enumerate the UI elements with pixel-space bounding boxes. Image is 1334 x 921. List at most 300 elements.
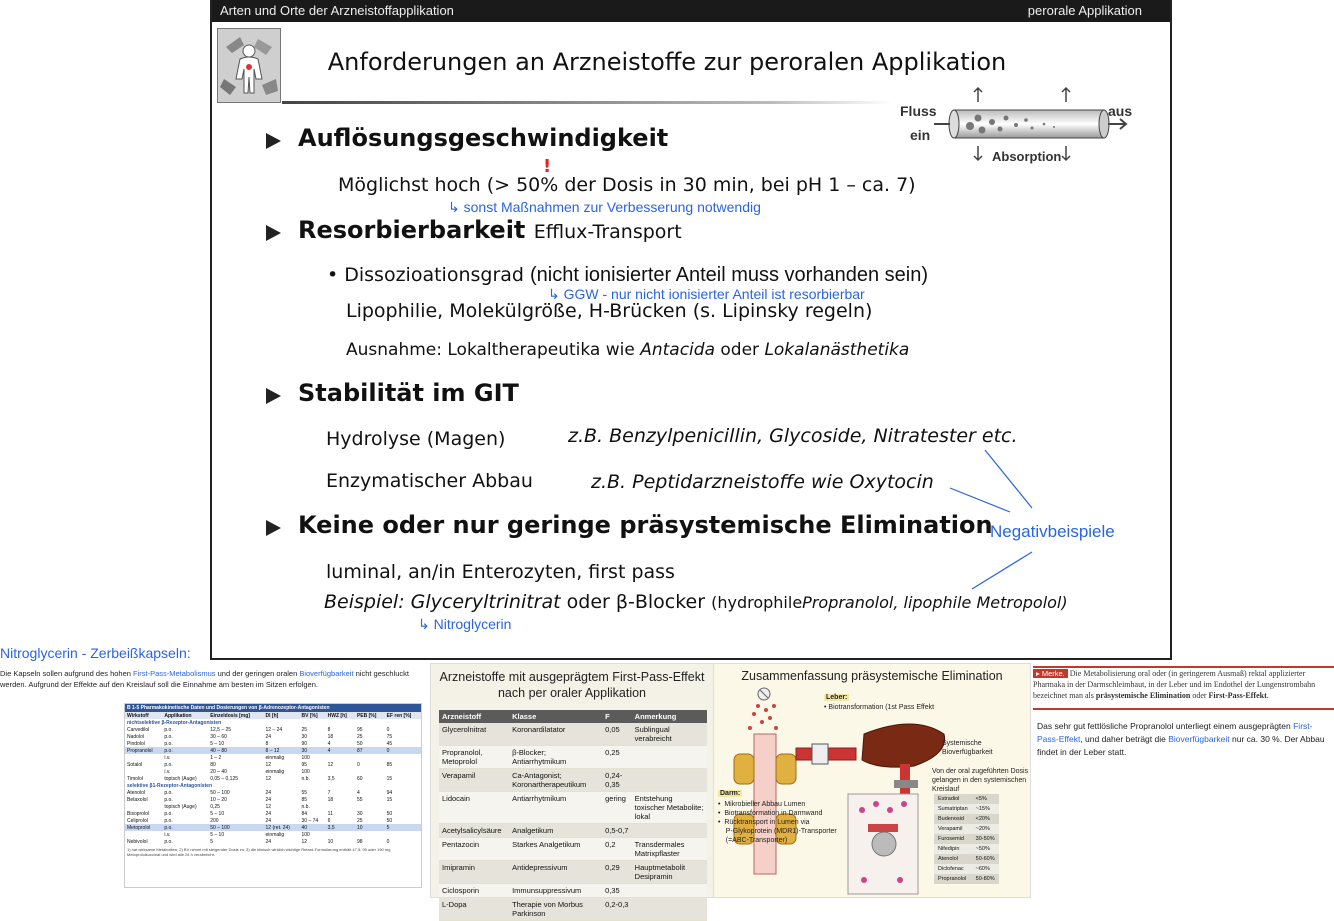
table-cell: 4 xyxy=(356,789,360,796)
table-cell: Imipramin xyxy=(439,861,509,884)
ausnahme-text: Ausnahme: Lokaltherapeutika wie xyxy=(346,340,635,360)
table-cell: Antiarrhytmikum xyxy=(509,792,602,824)
table-row xyxy=(934,864,999,874)
table-cell: Ca-Antagonist; Koronartherapeutikum xyxy=(509,769,602,792)
table-row xyxy=(934,804,999,814)
table-cell: Glycerolnitrat xyxy=(439,723,509,746)
exclaim-mark: ! xyxy=(543,156,552,177)
table-cell: <20% xyxy=(972,814,999,824)
table-cell: 11 xyxy=(327,810,333,817)
beta-table-header: Wirkstoff xyxy=(125,712,162,719)
table-cell: Carvedilol xyxy=(127,726,150,733)
table-cell: 12 xyxy=(265,775,272,782)
merke-box xyxy=(1033,666,1334,710)
table-cell: 5 – 10 xyxy=(210,831,225,838)
ggw-note: ↳ GGW - nur nicht ionisierter Anteil ist resorbierbar xyxy=(548,286,865,302)
table-cell: 5 – 10 xyxy=(210,810,225,817)
table-cell: 50 xyxy=(386,810,393,817)
table-cell: 0,24-0,35 xyxy=(602,769,632,792)
beta-table-section-label: nichtselektive β-Rezeptor-Antagonisten xyxy=(127,719,222,726)
table-cell: β-Blocker; Antiarrhytmikum xyxy=(509,746,602,769)
table-cell: 80 xyxy=(210,761,216,768)
merke-text-b: oder xyxy=(1190,691,1209,700)
table-cell: 5 xyxy=(385,824,421,831)
table-row xyxy=(125,747,421,754)
negativbeispiele-label: Negativbeispiele xyxy=(990,522,1115,541)
beta-table-grid xyxy=(125,712,421,845)
section-heading-aufloesung: Auflösungsgeschwindigkeit xyxy=(298,124,669,152)
slide-title: Anforderungen an Arzneistoffe zur peroralen Applikation xyxy=(327,48,1007,76)
beta-table-header: BV [%] xyxy=(300,712,326,719)
beta-table-header: PEB [%] xyxy=(355,712,385,719)
table-cell xyxy=(326,831,355,838)
table-cell xyxy=(385,831,421,838)
table-cell: 95 xyxy=(301,761,308,768)
table-row xyxy=(125,789,421,796)
first-pass-title: Arzneistoffe mit ausgeprägtem First-Pass-Effekt nach per oraler Applikation xyxy=(439,670,705,700)
table-cell: Betaxolol xyxy=(127,796,148,803)
beta-table-footnote: 1) hat wirksame Metaboliten; 2) BV nimmt mit steigender Dosis zu; 3) die klinisch wirklich wichtige Retard-Formulierung enthält 47,5, 95 oder 190 mg Metoprololsuccinat und wird alle 24 h verabreicht. xyxy=(127,847,391,857)
table-cell: 10 xyxy=(355,824,385,831)
table-cell: 0 xyxy=(386,726,390,733)
table-cell: 0,2 xyxy=(602,838,632,861)
table-cell: p.o. xyxy=(164,838,173,845)
darm-list-item: • Mikrobieller Abbau Lumen xyxy=(718,801,806,808)
table-cell: 12 xyxy=(265,761,272,768)
table-row xyxy=(934,834,999,844)
oral-note-2: gelangen in den systemischen xyxy=(932,777,1027,784)
luminal-line: luminal, an/in Enterozyten, first pass xyxy=(326,561,675,583)
table-row xyxy=(125,838,421,845)
table-cell: p.o. xyxy=(164,761,173,768)
table-row xyxy=(125,824,421,831)
table-cell: Timolol xyxy=(127,775,143,782)
lipophilie-line: Lipophilie, Molekülgröße, H-Brücken (s. Lipinsky regeln) xyxy=(346,300,873,322)
table-cell: n.b. xyxy=(301,775,310,782)
bioverfuegbarkeit-link-2[interactable]: Bioverfügbarkeit xyxy=(1168,734,1230,744)
table-cell: p.o. xyxy=(164,740,173,747)
table-cell: Ciclosporin xyxy=(439,884,509,898)
table-cell: p.o. xyxy=(164,796,173,803)
oder-text: oder xyxy=(720,340,760,360)
first-pass-header: F xyxy=(602,710,632,723)
table-cell: 0,29 xyxy=(602,861,632,884)
table-cell: Sumatriptan xyxy=(934,804,972,814)
table-row xyxy=(439,792,707,824)
table-cell: 30 – 60 xyxy=(210,733,227,740)
table-row xyxy=(439,838,707,861)
table-cell: 40 – 80 xyxy=(208,747,263,754)
darm-list xyxy=(718,800,837,845)
table-cell: 0 xyxy=(356,761,360,768)
nitroglycerin-text xyxy=(0,668,410,690)
table-row xyxy=(934,874,999,884)
table-cell: 45 xyxy=(386,740,393,747)
resorbierbarkeit-heading-text: Resorbierbarkeit xyxy=(298,216,526,244)
table-cell xyxy=(326,768,355,775)
table-cell: p.o. xyxy=(164,726,173,733)
table-cell: 7 xyxy=(327,789,331,796)
table-cell xyxy=(632,884,707,898)
table-cell xyxy=(355,768,385,775)
table-row xyxy=(125,810,421,817)
nitroglycerin-note: ↳ Nitroglycerin xyxy=(418,616,512,632)
table-cell: Entstehung toxischer Metabolite; lokal xyxy=(632,792,707,824)
beta-table-caption: B 1-5 Pharmakokinetische Daten und Dosierungen von β-Adrenozeptor-Antagonisten xyxy=(125,704,421,712)
table-cell: 0,35 xyxy=(602,884,632,898)
table-row xyxy=(439,861,707,884)
first-pass-header: Arzneistoff xyxy=(439,710,509,723)
table-cell: 25 xyxy=(301,726,308,733)
table-row xyxy=(934,844,999,854)
table-cell: 0,2-0,3 xyxy=(602,898,632,921)
table-cell: 10 xyxy=(327,838,334,845)
table-cell: 12 xyxy=(327,761,334,768)
table-row xyxy=(125,796,421,803)
first-pass-header: Klasse xyxy=(509,710,602,723)
table-cell: 24 xyxy=(265,789,272,796)
bioverfuegbarkeit-link[interactable]: Bioverfügbarkeit xyxy=(299,669,354,678)
table-row xyxy=(934,824,999,834)
merke-badge: ▸ Merke. xyxy=(1033,669,1068,678)
aufloesung-note: ↳ sonst Maßnahmen zur Verbesserung notwendig xyxy=(448,199,761,215)
beta-table-section xyxy=(125,719,421,726)
table-row xyxy=(125,761,421,768)
table-cell: n.b. xyxy=(301,803,310,810)
table-cell xyxy=(125,803,162,810)
table-cell: 85 xyxy=(301,796,308,803)
table-cell: 30 xyxy=(301,733,308,740)
table-cell xyxy=(385,803,421,810)
beispiel-glyceryltrinitrat: Beispiel: Glyceryltrinitrat xyxy=(324,591,561,613)
table-cell: 55 xyxy=(356,796,363,803)
table-cell: Nadolol xyxy=(127,733,144,740)
efflux-transport: Efflux-Transport xyxy=(533,221,682,243)
dissoziationsgrad-text: • Dissozioationsgrad xyxy=(327,264,524,286)
darm-label: Darm: xyxy=(720,790,741,797)
table-cell: 18 xyxy=(327,796,334,803)
nitro-text-a: Die Kapseln sollen aufgrund des hohen xyxy=(0,669,134,678)
lokalanaesthetika-text: Lokalanästhetika xyxy=(764,340,910,360)
table-cell xyxy=(385,768,421,775)
table-cell: Immunsuppressivum xyxy=(509,884,602,898)
nitro-text-b: und der geringen oralen xyxy=(215,669,300,678)
table-cell: 10 – 20 xyxy=(210,796,227,803)
table-cell: 6 xyxy=(327,817,331,824)
table-cell: p.o. xyxy=(164,817,173,824)
beta-blocker-table xyxy=(124,703,422,888)
table-cell: <5% xyxy=(972,794,999,804)
table-cell: Atenolol xyxy=(934,854,972,864)
table-cell xyxy=(632,769,707,792)
table-cell: 60 xyxy=(356,775,363,782)
merke-bold-1: präsystemische Elimination xyxy=(1095,691,1191,700)
table-cell: 24 xyxy=(265,796,272,803)
merke-bold-2: First-Pass-Effekt xyxy=(1208,691,1267,700)
table-cell: p.o. xyxy=(162,747,208,754)
header-left: Arten und Orte der Arzneistoffapplikation xyxy=(220,3,454,18)
darm-list-item: • Biotransformation in Darmwand xyxy=(718,810,823,817)
table-cell: i.v. xyxy=(164,754,171,761)
table-cell: 100 xyxy=(301,754,310,761)
table-cell: Nebivolol xyxy=(127,838,148,845)
table-cell: 3,5 xyxy=(326,824,355,831)
bioavailability-table xyxy=(934,794,999,884)
table-row xyxy=(125,733,421,740)
table-row xyxy=(934,854,999,864)
beta-table-section xyxy=(125,782,421,789)
table-cell xyxy=(125,831,162,838)
table-row xyxy=(125,775,421,782)
darm-list-item: • Rücktransport in Lumen via xyxy=(718,819,810,826)
table-cell: Furosemid xyxy=(934,834,972,844)
absorption-label: Absorption xyxy=(992,149,1062,164)
table-cell: Therapie von Morbus Parkinson xyxy=(509,898,602,921)
enzymatischer-abbau-text: Enzymatischer Abbau xyxy=(326,470,533,492)
header-right: perorale Applikation xyxy=(1027,3,1142,18)
table-row xyxy=(439,884,707,898)
table-cell: 24 xyxy=(265,810,272,817)
table-cell: 0 xyxy=(386,838,390,845)
beta-table-header: EF ren [%] xyxy=(385,712,421,719)
antacida-text: Antacida xyxy=(640,340,715,360)
table-cell: ~50% xyxy=(972,844,999,854)
table-row xyxy=(439,769,707,792)
hydrolyse-examples: z.B. Benzylpenicillin, Glycoside, Nitratester etc. xyxy=(568,425,1018,447)
table-cell xyxy=(632,824,707,838)
table-cell: 25 xyxy=(356,817,363,824)
table-cell: 0 xyxy=(385,747,421,754)
table-cell xyxy=(125,754,162,761)
table-cell: Analgetikum xyxy=(509,824,602,838)
nitro-text-c: nicht geschluckt werden. Aufgrund der Effekte auf den Kreislauf soll die Einnahme am besten im Sitzen erfolgen. xyxy=(0,669,409,689)
flow-in-label-1: Fluss xyxy=(900,103,937,119)
table-cell: 95 xyxy=(356,726,363,733)
first-pass-effekt-link[interactable]: First-Pass-Effekt xyxy=(1037,721,1313,744)
table-cell: 50 – 100 xyxy=(210,789,230,796)
beta-table-section-label: selektive β1-Rezeptor-Antagonisten xyxy=(127,782,213,789)
table-row xyxy=(934,794,999,804)
beta-table-header: HWZ [h] xyxy=(326,712,355,719)
table-cell: 40 xyxy=(300,824,326,831)
beta-blocker-text: oder β-Blocker xyxy=(566,591,706,613)
table-cell: 5 – 10 xyxy=(210,740,225,747)
nitroglycerin-title: Nitroglycerin - Zerbeißkapseln: xyxy=(0,645,191,661)
table-cell: Acetylsalicylsäure xyxy=(439,824,509,838)
table-cell: i.v. xyxy=(164,768,171,775)
propranolol-paragraph xyxy=(1037,720,1334,759)
table-cell: 30 xyxy=(300,747,326,754)
table-cell: 87 xyxy=(355,747,385,754)
first-pass-panel xyxy=(430,663,714,918)
table-cell: Estradiol xyxy=(934,794,972,804)
table-cell: 98 xyxy=(356,838,363,845)
table-cell: gering xyxy=(602,792,632,824)
flow-out-label: aus xyxy=(1108,103,1133,119)
presystemic-title: Zusammenfassung präsystemische Elimination xyxy=(741,669,1003,683)
table-cell: 12 (ret. 24) xyxy=(264,824,300,831)
section-heading-praesystemisch: Keine oder nur geringe präsystemische Elimination xyxy=(298,511,993,539)
table-cell: 24 xyxy=(265,817,272,824)
table-row xyxy=(439,746,707,769)
table-cell: einmalig xyxy=(265,831,285,838)
oral-note-1: Von der oral zugeführten Dosis xyxy=(932,768,1029,775)
table-cell: i.v. xyxy=(164,831,171,838)
first-pass-link[interactable]: First-Pass-Metabolismus xyxy=(133,669,216,678)
leber-label: Leber: xyxy=(826,694,848,701)
table-row xyxy=(125,768,421,775)
table-cell: 15 xyxy=(386,796,393,803)
table-cell: topisch (Auge) xyxy=(164,803,197,810)
table-cell: Nifedipin xyxy=(934,844,972,854)
table-cell: 85 xyxy=(386,761,393,768)
table-row xyxy=(439,824,707,838)
table-cell: 90 xyxy=(301,740,308,747)
table-cell: 24 xyxy=(265,733,272,740)
table-cell: Lidocain xyxy=(439,792,509,824)
sys-bio-1: Systemische xyxy=(942,740,982,747)
table-cell xyxy=(326,754,355,761)
table-cell xyxy=(632,746,707,769)
table-row xyxy=(125,817,421,824)
table-cell: 8 – 12 xyxy=(264,747,300,754)
enzymatischer-abbau-examples: z.B. Peptidarzneistoffe wie Oxytocin xyxy=(591,471,934,493)
darm-list-item: (=ABC-Transporter) xyxy=(718,837,788,844)
hydrophile-text: (hydrophile xyxy=(711,593,803,612)
table-cell: p.o. xyxy=(164,733,173,740)
table-cell: 0,05 xyxy=(602,723,632,746)
merke-text-a: Die Metabolisierung oral oder (in geringerem Ausmaß) rektal applizierter Pharmaka in der Darmschleimhaut, in der Leber und im Endothel der Lungenstrombahn bezeichnet man als xyxy=(1033,669,1316,700)
table-cell: Antidepressivum xyxy=(509,861,602,884)
table-cell: 18 xyxy=(327,733,334,740)
table-cell: 0,25 xyxy=(602,746,632,769)
table-cell: Diclofenac xyxy=(934,864,972,874)
table-cell: L-Dopa xyxy=(439,898,509,921)
hydrolyse-text: Hydrolyse (Magen) xyxy=(326,428,506,450)
table-cell: 15 xyxy=(386,775,393,782)
oral-note-3: Kreislauf xyxy=(932,786,960,793)
table-cell: 8 xyxy=(265,740,269,747)
table-cell: 4 xyxy=(326,747,355,754)
table-cell: 0,25 xyxy=(210,803,220,810)
table-cell: 100 xyxy=(301,768,310,775)
table-cell: Metoprolol xyxy=(125,824,162,831)
table-cell: 12 – 24 xyxy=(265,726,283,733)
table-cell: 75 xyxy=(386,733,393,740)
table-cell: 30-50% xyxy=(972,834,999,844)
table-cell: 25 xyxy=(356,733,363,740)
p2-text-c: nur ca. 30 %. Der Abbau findet in der Leber statt. xyxy=(1037,734,1325,757)
table-cell: p.o. xyxy=(164,810,173,817)
table-cell: 50 – 100 xyxy=(208,824,263,831)
table-cell: 30 xyxy=(356,810,363,817)
table-cell: 100 xyxy=(301,831,310,838)
table-cell: Verapamil xyxy=(439,769,509,792)
slide xyxy=(210,0,1172,660)
p2-text-a: Das sehr gut fettlösliche Propranolol unterliegt einem ausgeprägten xyxy=(1037,721,1294,731)
table-cell: 12 xyxy=(265,803,272,810)
table-cell: Transdermales Matrixpflaster xyxy=(632,838,707,861)
table-cell: 50-60% xyxy=(972,854,999,864)
table-cell: Budenosid xyxy=(934,814,972,824)
annotation-lines xyxy=(212,0,1170,660)
table-cell xyxy=(355,754,385,761)
table-row xyxy=(125,740,421,747)
table-cell: 8 xyxy=(327,726,331,733)
table-cell: ~15% xyxy=(972,804,999,814)
table-cell: Celiprolol xyxy=(127,817,148,824)
nicht-ionisierter-anteil-text: (nicht ionisierter Anteil muss vorhanden sein) xyxy=(530,264,928,286)
table-cell: 0,05 – 0,125 xyxy=(210,775,239,782)
table-row xyxy=(125,726,421,733)
table-cell: 24 xyxy=(265,838,272,845)
presystemic-elimination-panel xyxy=(713,663,1031,898)
table-cell: Pindolol xyxy=(127,740,145,747)
table-cell xyxy=(125,768,162,775)
table-cell: 94 xyxy=(386,789,393,796)
table-cell: Sublingual verabreicht xyxy=(632,723,707,746)
beta-table-header: Applikation xyxy=(162,712,208,719)
table-cell: Propranolol xyxy=(125,747,162,754)
table-row xyxy=(439,723,707,746)
table-cell: 5 xyxy=(210,838,213,845)
table-cell: Hauptmetabolit Desipramin xyxy=(632,861,707,884)
table-row xyxy=(439,898,707,921)
table-cell: Atenolol xyxy=(127,789,146,796)
first-pass-header: Anmerkung xyxy=(632,710,707,723)
table-cell: Starkes Analgetikum xyxy=(509,838,602,861)
table-cell: 84 xyxy=(301,810,308,817)
table-cell: Bisoprolol xyxy=(127,810,149,817)
table-cell: 30 – 74 xyxy=(301,817,319,824)
p2-text-b: , und daher beträgt die xyxy=(1080,734,1169,744)
table-cell: 1 – 2 xyxy=(210,754,222,761)
table-cell: ~20% xyxy=(972,824,999,834)
table-row xyxy=(125,754,421,761)
table-cell: p.o. xyxy=(164,789,173,796)
table-cell: 12,5 – 25 xyxy=(210,726,232,733)
table-cell: topisch (Auge) xyxy=(164,775,197,782)
table-cell xyxy=(385,754,421,761)
table-cell: 4 xyxy=(327,740,331,747)
table-cell: Koronardilatator xyxy=(509,723,602,746)
table-cell: 50 xyxy=(386,817,393,824)
table-cell: 3,5 xyxy=(327,775,335,782)
table-row xyxy=(125,803,421,810)
leber-item: • Biotransformation (1st Pass Effekt xyxy=(824,704,935,711)
table-cell: Propranolol, Metoprolol xyxy=(439,746,509,769)
table-cell xyxy=(632,898,707,921)
section-heading-stabilitaet: Stabilität im GIT xyxy=(298,379,519,407)
table-cell: 50 xyxy=(356,740,363,747)
beta-table-header: DI [h] xyxy=(264,712,300,719)
table-cell: p.o. xyxy=(162,824,208,831)
table-cell: ~60% xyxy=(972,864,999,874)
table-cell: 0,5-0,7 xyxy=(602,824,632,838)
table-cell: Propranolol xyxy=(934,874,972,884)
sys-bio-2: Bioverfügbarkeit xyxy=(942,749,993,756)
aufloesung-text: Möglichst hoch (> 50% der Dosis in 30 min, bei pH 1 – ca. 7) xyxy=(338,174,916,196)
first-pass-table xyxy=(439,710,707,921)
table-cell: 200 xyxy=(210,817,219,824)
merke-text-c: . xyxy=(1266,691,1269,700)
table-cell: Verapamil xyxy=(934,824,972,834)
propranolol-metropolol-text: Propranolol, lipophile Metropolol) xyxy=(802,593,1068,612)
flow-in-label-2: ein xyxy=(910,127,931,143)
table-cell: Sotalol xyxy=(127,761,143,768)
table-cell: Pentazocin xyxy=(439,838,509,861)
table-cell: einmalig xyxy=(265,768,285,775)
